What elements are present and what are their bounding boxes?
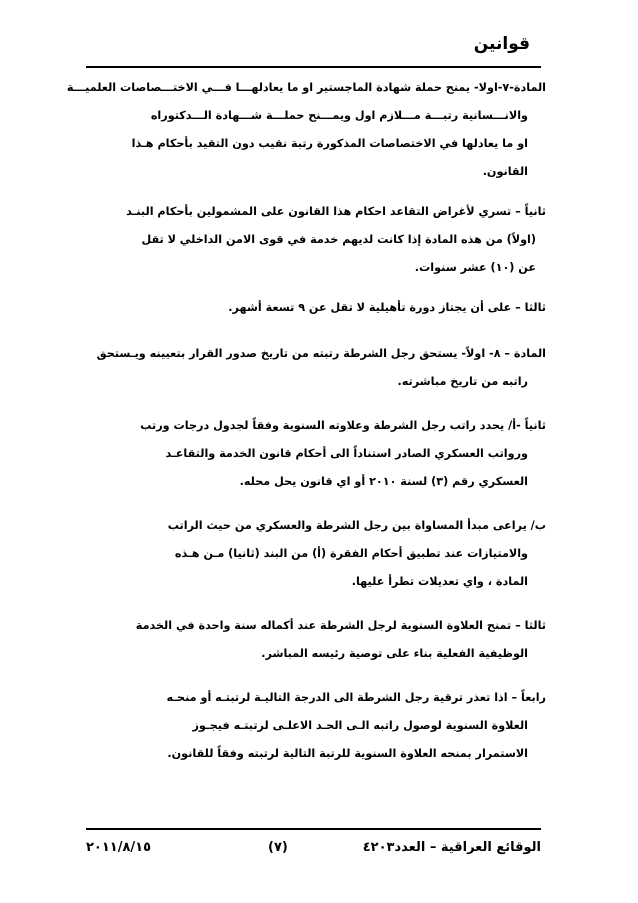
article-8-second-a-line-2: ورواتب العسكري الصادر استناداً الى أحكام قانون الخدمة والتقاعـد [165, 447, 528, 460]
spacer [84, 282, 546, 294]
article-8-second-b-line-1: ب/ يراعى مبدأ المساواة بين رجل الشرطة والعسكري من حيث الراتب [167, 519, 546, 532]
article-8 [84, 340, 546, 768]
article-8-second-b-line-3: المادة ، واي تعديلات تطرأ عليها. [351, 575, 528, 588]
header-divider [86, 66, 541, 68]
spacer [84, 668, 546, 684]
article-7-line-4: القانون. [482, 165, 528, 178]
article-7-second-line-3: عن (١٠) عشر سنوات. [414, 261, 536, 274]
publication-name: الوقائع العراقية – العدد٤٢٠٣ [362, 840, 541, 855]
page-number: (٧) [268, 840, 288, 855]
article-8-second-b-line-2: والامتيازات عند تطبيق أحكام الفقرة (أ) من البند (ثانيا) مـن هـذه [174, 547, 528, 560]
article-7-third-line-1: ثالثا – على أن يجتاز دورة تأهيلية لا تقل عن ٩ تسعة أشهر. [228, 301, 546, 314]
article-8-fourth-line-3: الاستمرار بمنحه العلاوة السنوية للرتبة التالية لرتبته وفقاً للقانون. [167, 747, 528, 760]
article-8-first-line-2: راتبه من تاريخ مباشرته. [397, 375, 528, 388]
article-8-third-line-1: ثالثا – تمنح العلاوة السنوية لرجل الشرطة عند أكماله سنة واحدة في الخدمة [135, 619, 546, 632]
spacer [84, 496, 546, 512]
article-8-first-line-1: المادة – ٨- اولاً- يستحق رجل الشرطة رتبته من تاريخ صدور القرار بتعيينه ويـستحق [96, 347, 546, 360]
spacer [84, 322, 546, 340]
article-7-second-line-1: ثانياً – تسري لأغراض التقاعد احكام هذا القانون على المشمولين بأحكام البنـد [126, 205, 546, 218]
article-8-second-a-line-1: ثانياً -أ/ يحدد راتب رجل الشرطة وعلاوته السنوية وفقاً لجدول درجات ورتب [140, 419, 546, 432]
article-7-line-2: والانـــسانية رتبـــة مـــلازم اول ويمـــنح حملـــة شـــهادة الـــدكتوراه [150, 109, 528, 122]
article-8-second-a-line-3: العسكري رقم (٣) لسنة ٢٠١٠ أو اي قانون يحل محله. [239, 475, 528, 488]
article-8-fourth-line-2: العلاوة السنوية لوصول راتبه الـى الحـد الاعلـى لرتبتـه فيجـوز [192, 719, 528, 732]
document-body [66, 74, 546, 768]
article-7-line-3: او ما يعادلها في الاختصاصات المذكورة رتبة نقيب دون التقيد بأحكام هـذا [131, 137, 528, 150]
footer-divider [86, 828, 541, 830]
page-footer [86, 834, 541, 868]
page-title: قوانين [473, 34, 530, 54]
article-8-third-line-2: الوظيفية الفعلية بناء على توصية رئيسه المباشر. [261, 647, 528, 660]
spacer [84, 396, 546, 412]
spacer [84, 596, 546, 612]
article-7 [66, 74, 546, 322]
article-8-fourth-line-1: رابعاً – اذا تعذر ترقية رجل الشرطة الى الدرجة التاليـة لرتبتـه أو منحـه [166, 691, 546, 704]
article-7-second-line-2: (اولاً) من هذه المادة إذا كانت لديهم خدمة في قوى الامن الداخلي لا تقل [141, 233, 536, 246]
article-7-line-1: المادة-٧-اولا- يمنح حملة شهادة الماجستير او ما يعادلهـــا فـــي الاختـــصاصات العلميـــة [66, 81, 546, 94]
publication-date: ٢٠١١/٨/١٥ [86, 840, 152, 855]
spacer [84, 186, 546, 198]
